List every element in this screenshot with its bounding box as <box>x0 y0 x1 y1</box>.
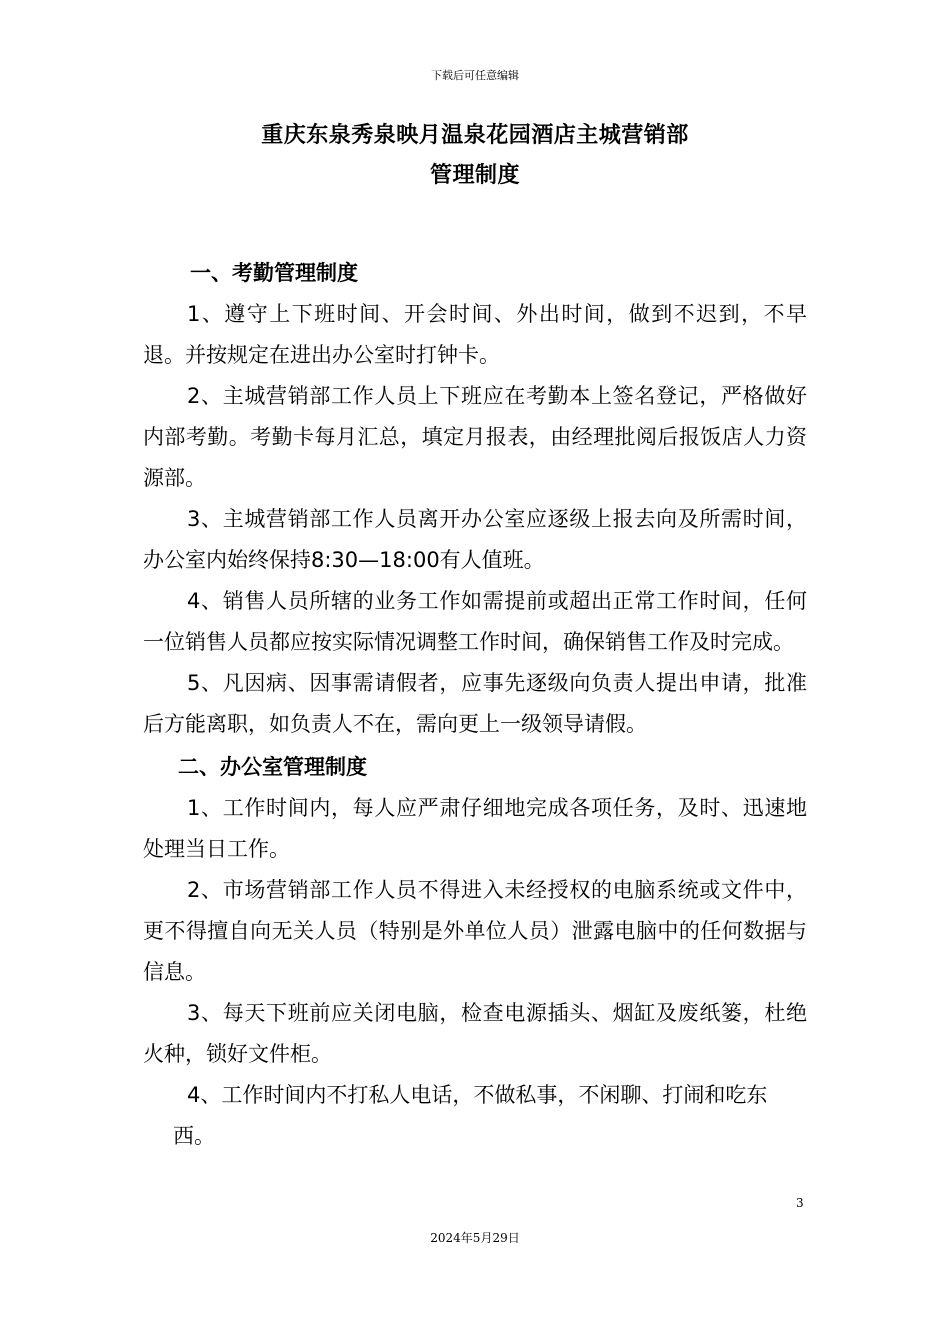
section-heading-attendance: 一、考勤管理制度 <box>190 261 358 285</box>
paragraph: 1、遵守上下班时间、开会时间、外出时间，做到不迟到，不早退。并按规定在进出办公室时打钟卡。 <box>143 302 807 367</box>
paragraph: 2、主城营销部工作人员上下班应在考勤本上签名登记，严格做好内部考勤。考勤卡每月汇总，填定月报表，由经理批阅后报饭店人力资源部。 <box>143 384 807 490</box>
header-note: 下载后可任意编辑 <box>431 69 519 82</box>
paragraph: 4、销售人员所辖的业务工作如需提前或超出正常工作时间，任何一位销售人员都应按实际情况调整工作时间，确保销售工作及时完成。 <box>143 589 807 654</box>
paragraph: 2、市场营销部工作人员不得进入未经授权的电脑系统或文件中，更不得擅自向无关人员（特别是外单位人员）泄露电脑中的任何数据与信息。 <box>143 878 807 984</box>
page-number: 3 <box>796 1196 804 1210</box>
document-body <box>143 247 807 1157</box>
document-title: 重庆东泉秀泉映月温泉花园酒店主城营销部 <box>261 123 689 148</box>
paragraph: 1、工作时间内，每人应严肃仔细地完成各项任务，及时、迅速地处理当日工作。 <box>143 796 807 861</box>
paragraph-continuation: 西。 <box>173 1124 215 1148</box>
footer-date: 2024年5月29日 <box>430 1231 520 1245</box>
document-subtitle: 管理制度 <box>429 163 520 188</box>
paragraph: 5、凡因病、因事需请假者，应事先逐级向负责人提出申请，批准后方能离职，如负责人不在，需向更上一级领导请假。 <box>143 671 807 736</box>
paragraph: 4、工作时间内不打私人电话，不做私事，不闲聊、打闹和吃东 <box>187 1083 768 1107</box>
paragraph: 3、主城营销部工作人员离开办公室应逐级上报去向及所需时间，办公室内始终保持8:30—18:00有人值班。 <box>143 507 807 572</box>
section-heading-office: 二、办公室管理制度 <box>178 755 367 779</box>
paragraph: 3、每天下班前应关闭电脑，检查电源插头、烟缸及废纸篓，杜绝火种，锁好文件柜。 <box>143 1001 807 1066</box>
